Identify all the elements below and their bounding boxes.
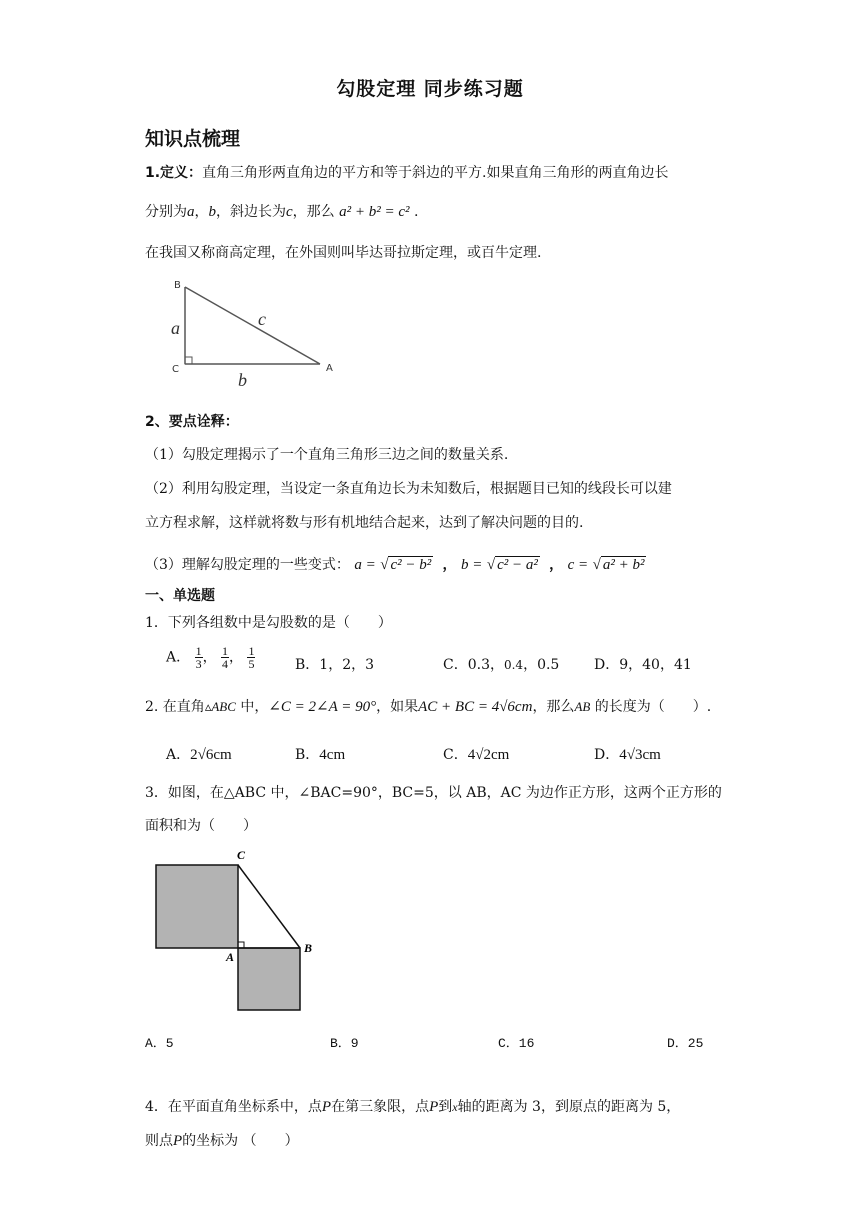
q2-D-label: D． bbox=[594, 747, 620, 763]
definition-line-3: 在我国又称商高定理，在外国则叫毕达哥拉斯定理，或百牛定理. bbox=[145, 245, 542, 261]
q4-text-e: 则点 bbox=[145, 1133, 173, 1149]
question-2-option-A bbox=[166, 744, 232, 764]
variant-3-lhs: c = bbox=[567, 557, 589, 573]
q2-mid3: ，那么 bbox=[532, 699, 575, 715]
q2-D-value: 4√3cm bbox=[619, 747, 661, 763]
q2-B-label: B． bbox=[295, 747, 320, 763]
question-1-option-C bbox=[443, 654, 559, 674]
variant-3-radicand: a² + b² bbox=[602, 557, 645, 573]
q4-text-a: 4．在平面直角坐标系中，点 bbox=[145, 1099, 322, 1115]
q4-text-b: 在第三象限，点 bbox=[331, 1099, 430, 1115]
question-3-option-B: B．9 bbox=[330, 1036, 359, 1051]
var-a: a bbox=[187, 204, 195, 220]
variant-2-lhs: b = bbox=[461, 557, 483, 573]
label-B-2: B bbox=[304, 941, 313, 955]
q1-A-frac-3 bbox=[247, 645, 255, 670]
question-2-option-B bbox=[295, 744, 345, 764]
right-angle-marker-2 bbox=[238, 942, 244, 948]
q4-text-c: 到 bbox=[438, 1099, 453, 1115]
def-text-then: ，那么 bbox=[292, 204, 335, 220]
question-3-stem-line-1: 3．如图，在△ABC 中，∠BAC=90°，BC=5，以 AB，AC 为边作正方形，这两个正方形的 bbox=[145, 785, 722, 801]
q1-A-frac-2 bbox=[221, 645, 229, 670]
definition-text: 直角三角形两直角边的平方和等于斜边的平方.如果直角三角形的两直角边长 bbox=[202, 165, 669, 181]
label-C: C bbox=[172, 364, 179, 375]
side-c-line bbox=[185, 287, 320, 364]
var-c: c bbox=[286, 204, 293, 220]
label-A: A bbox=[326, 363, 333, 374]
triangle-figure bbox=[160, 276, 360, 396]
question-1-option-D: D．9，40，41 bbox=[594, 657, 692, 673]
square-on-AC bbox=[156, 865, 238, 948]
question-2-option-D bbox=[594, 744, 661, 764]
label-c: c bbox=[258, 309, 266, 329]
square-on-AB bbox=[238, 948, 300, 1010]
label-C-2: C bbox=[237, 848, 246, 862]
q4-x: x bbox=[452, 1100, 458, 1114]
definition-line-1 bbox=[145, 164, 669, 182]
variant-3-root: √ a² + b² bbox=[592, 557, 645, 573]
variant-1-lhs: a = bbox=[354, 557, 376, 573]
q2-sum-eq: AC + BC = 4√6cm bbox=[418, 699, 533, 715]
pythagorean-formula: a² + b² = c² bbox=[339, 204, 410, 220]
q4-P-3: P bbox=[173, 1133, 183, 1149]
q2-A-label: A． bbox=[166, 747, 191, 763]
label-b: b bbox=[238, 370, 247, 390]
question-2-option-C bbox=[443, 744, 509, 764]
question-3-option-A: A．5 bbox=[145, 1036, 174, 1051]
frac-num: 1 bbox=[195, 644, 202, 658]
squares-figure bbox=[150, 842, 330, 1014]
frac-den: 4 bbox=[222, 657, 229, 671]
q1-A-label: A． bbox=[166, 649, 191, 666]
var-b: b bbox=[208, 204, 216, 220]
q1-C-end: ，0.5 bbox=[523, 657, 560, 673]
variant-1-radicand: c² − b² bbox=[390, 557, 432, 573]
q2-C-label: C． bbox=[443, 747, 468, 763]
q4-text-d: 轴的距离为 3，到原点的距离为 5， bbox=[457, 1099, 681, 1115]
variant-1-root: √ c² − b² bbox=[380, 557, 432, 573]
definition-line-2: 分别为a，b，斜边长为c，那么 a² + b² = c² . bbox=[145, 204, 419, 220]
question-4-line-1 bbox=[145, 1098, 680, 1116]
q1-C-label: C．0.3， bbox=[443, 657, 504, 673]
q2-angle-eq: ∠C = 2∠A = 90° bbox=[268, 699, 377, 715]
q4-text-f: 的坐标为 （ ） bbox=[182, 1133, 299, 1149]
question-1-option-B: B．1，2，3 bbox=[295, 657, 375, 673]
q2-mid1: 中， bbox=[235, 699, 269, 715]
point-1: （1）勾股定理揭示了一个直角三角形三边之间的数量关系. bbox=[145, 447, 509, 463]
hypotenuse-BC bbox=[238, 865, 300, 948]
def-text-mid: ，斜边长为 bbox=[216, 204, 286, 220]
label-B: B bbox=[174, 280, 181, 291]
question-2-stem bbox=[145, 698, 711, 716]
point-3-text: （3）理解勾股定理的一些变式： bbox=[145, 557, 350, 573]
q2-ab: AB bbox=[574, 699, 591, 714]
label-A-2: A bbox=[226, 950, 235, 964]
question-3-option-C: C．16 bbox=[498, 1036, 535, 1051]
q1-A-frac-1 bbox=[195, 645, 203, 670]
points-heading: 2、要点诠释： bbox=[145, 414, 239, 430]
q1-C-mid: 0.4 bbox=[503, 658, 524, 672]
frac-num: 1 bbox=[222, 644, 229, 658]
section-single-choice-heading: 一、单选题 bbox=[145, 588, 215, 604]
def-text-prefix: 分别为 bbox=[145, 204, 187, 220]
variant-2-root: √ c² − a² bbox=[486, 557, 538, 573]
question-3-stem-line-2: 面积和为（ ） bbox=[145, 818, 257, 834]
point-2-line-1: （2）利用勾股定理，当设定一条直角边长为未知数后，根据题目已知的线段长可以建 bbox=[145, 481, 672, 497]
point-2-line-2: 立方程求解，这样就将数与形有机地结合起来，达到了解决问题的目的. bbox=[145, 515, 584, 531]
q2-mid2: ，如果 bbox=[376, 699, 419, 715]
definition-label: 1.定义： bbox=[145, 165, 203, 181]
frac-den: 3 bbox=[195, 657, 202, 671]
question-4-line-2 bbox=[145, 1132, 299, 1150]
q2-end: 的长度为（ ）. bbox=[590, 699, 712, 715]
question-1-option-A: A． $\frac{1}{3}$ ， $\frac{1}{4}$ ， $\frac{1}{5}$ bbox=[166, 644, 255, 671]
page-title: 勾股定理 同步练习题 bbox=[336, 78, 524, 100]
frac-den: 5 bbox=[248, 657, 255, 671]
q2-C-value: 4√2cm bbox=[467, 747, 510, 763]
q2-A-value: 2√6cm bbox=[190, 747, 232, 763]
label-a: a bbox=[171, 318, 180, 338]
right-angle-marker bbox=[185, 357, 192, 364]
knowledge-heading: 知识点梳理 bbox=[145, 128, 241, 150]
question-3-option-D: D．25 bbox=[667, 1036, 704, 1051]
q4-P: P bbox=[321, 1099, 332, 1115]
variant-2-radicand: c² − a² bbox=[497, 557, 538, 573]
q2-prefix: 2. 在直角 bbox=[145, 699, 205, 715]
q2-triangle: ▵ABC bbox=[204, 699, 236, 714]
q2-B-value: 4cm bbox=[319, 747, 346, 763]
point-3: （3）理解勾股定理的一些变式： a = √ c² − b² ， b = √ c² − a² ， c = √ a² + b² bbox=[145, 557, 645, 573]
question-1-stem: 1．下列各组数中是勾股数的是（ ） bbox=[145, 615, 392, 631]
q4-P-2: P bbox=[429, 1099, 439, 1115]
frac-num: 1 bbox=[248, 644, 255, 658]
